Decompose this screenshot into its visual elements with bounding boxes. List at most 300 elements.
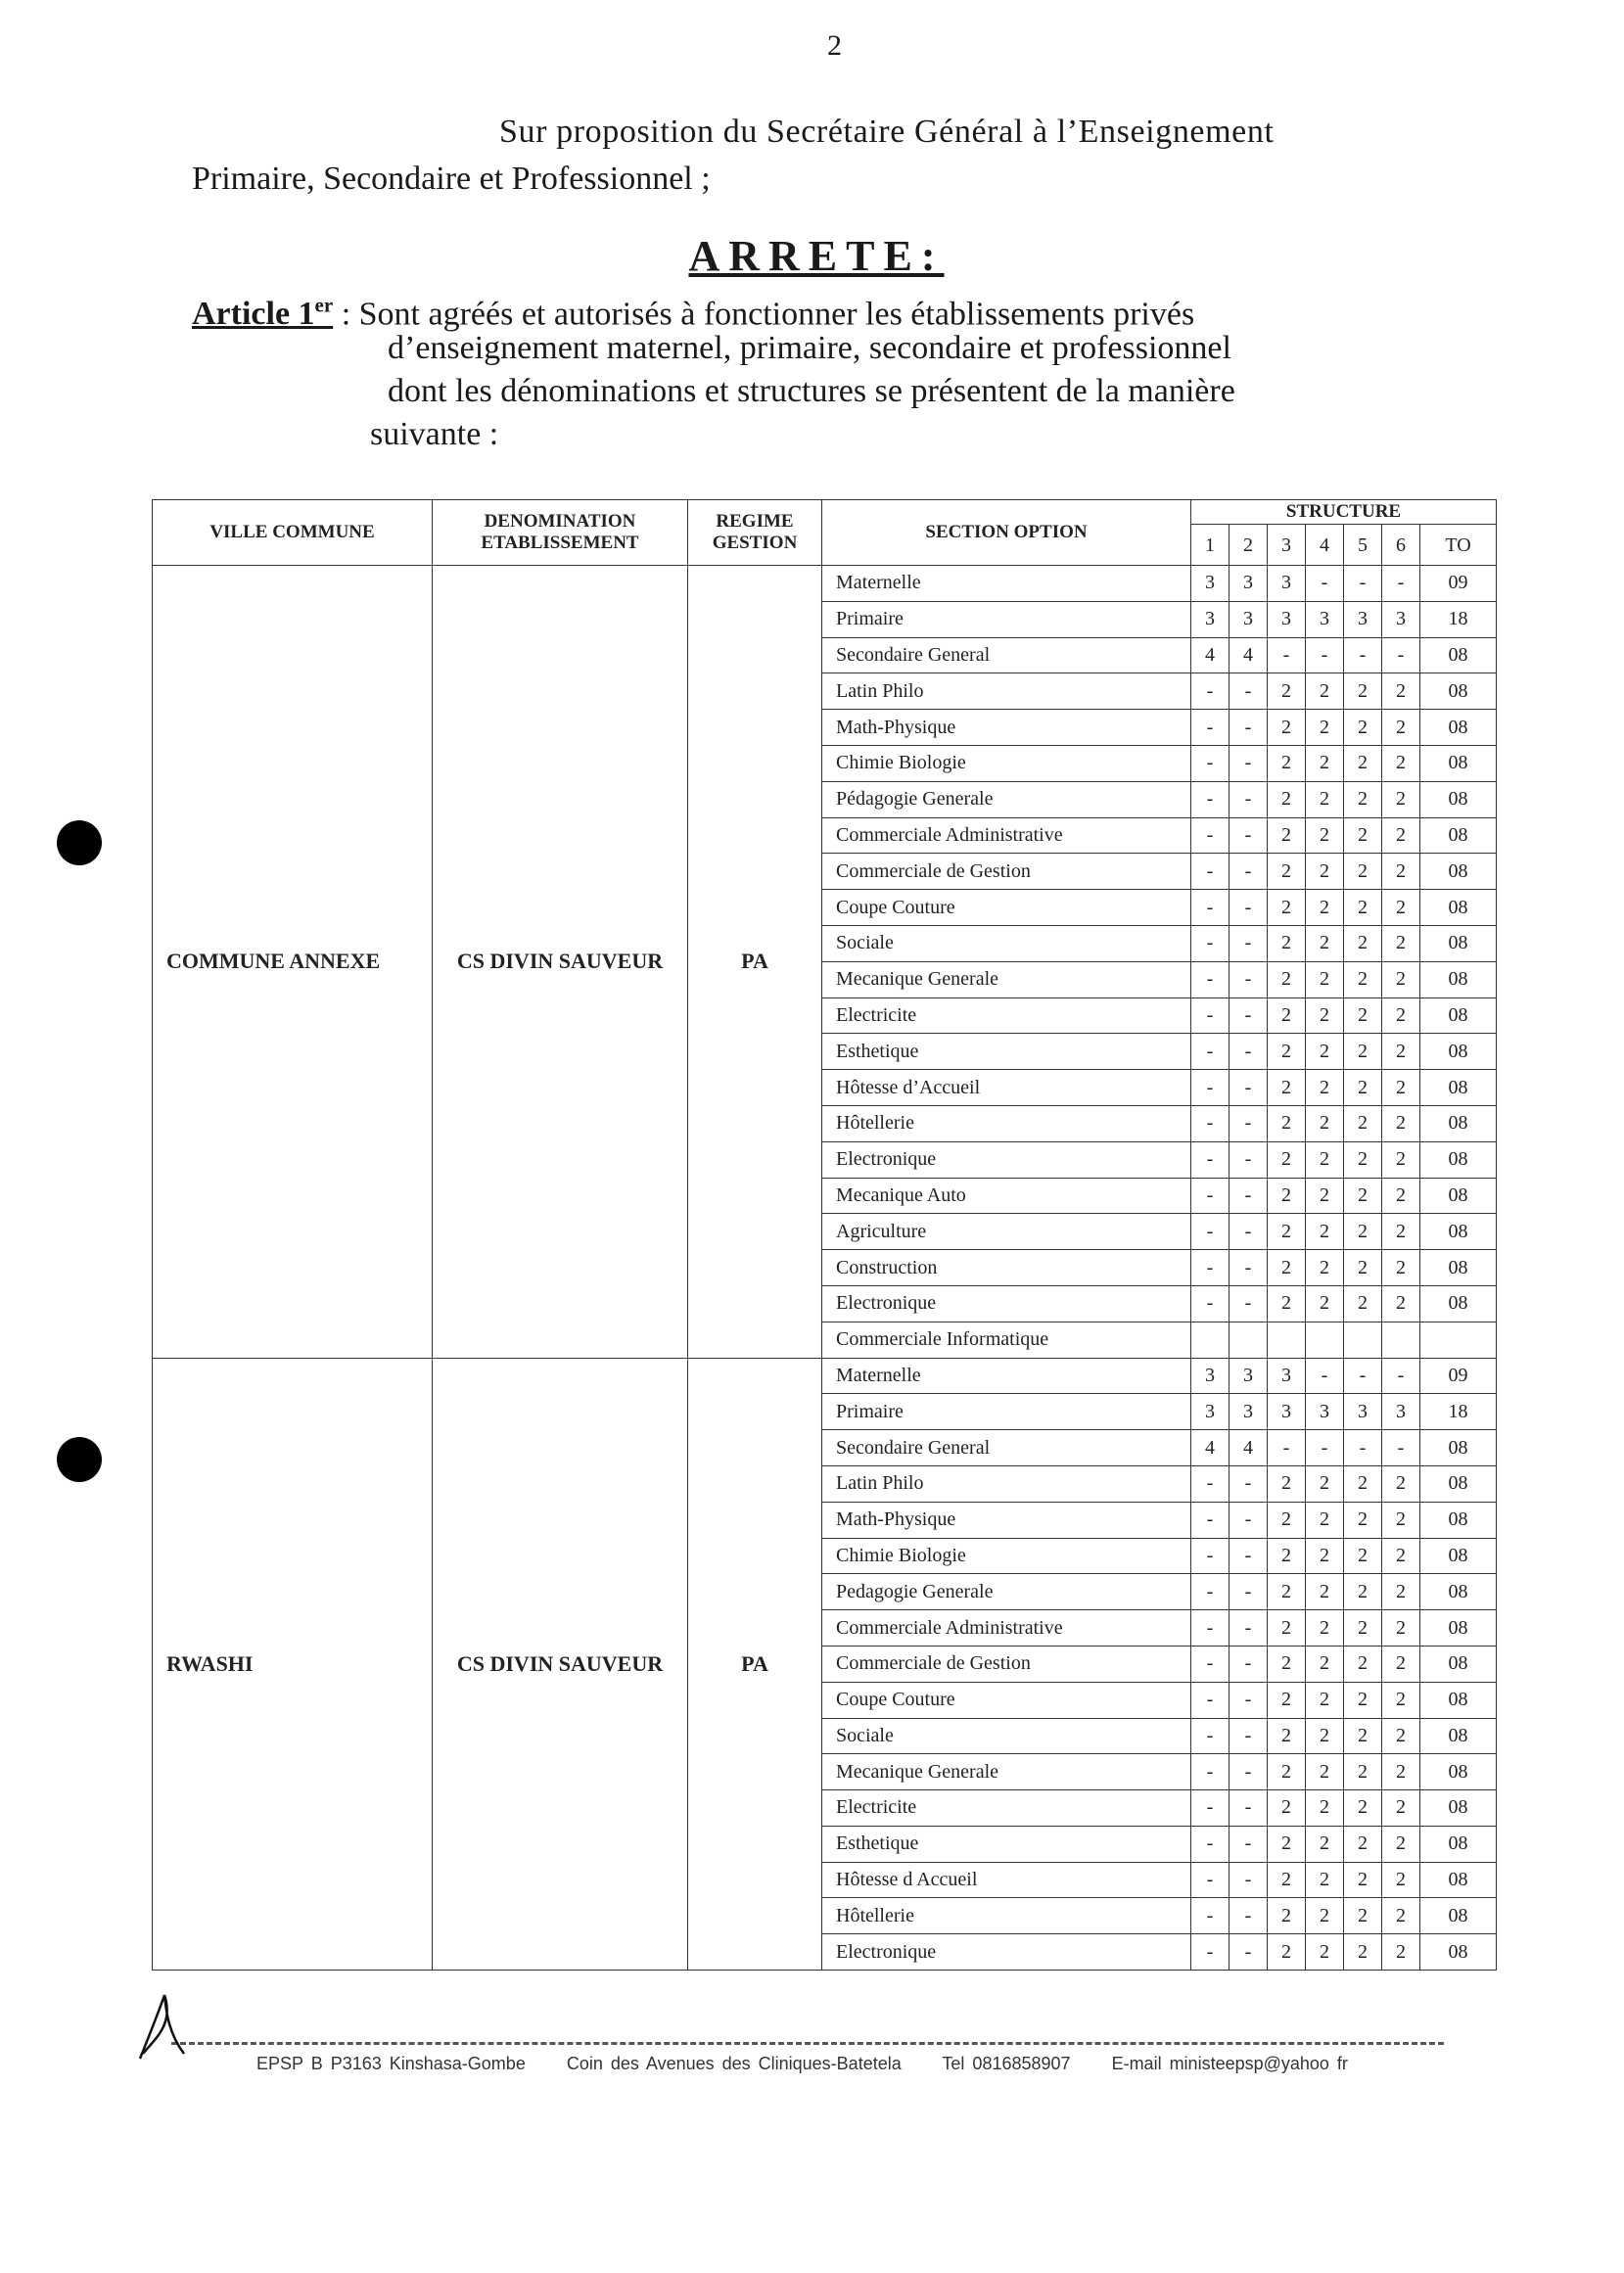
- structure-value-cell: 2: [1382, 1465, 1420, 1502]
- structure-value-cell: -: [1191, 1862, 1230, 1898]
- structure-value-cell: 2: [1306, 1105, 1344, 1141]
- structure-value-cell: -: [1306, 1358, 1344, 1394]
- structure-value-cell: 2: [1344, 925, 1382, 961]
- structure-value-cell: 2: [1268, 1610, 1306, 1647]
- article-line-4: suivante :: [370, 416, 499, 452]
- structure-value-cell: -: [1230, 1646, 1268, 1682]
- structure-value-cell: 3: [1191, 566, 1230, 602]
- structure-value-cell: 2: [1382, 1790, 1420, 1827]
- structure-value-cell: 2: [1268, 961, 1306, 997]
- section-option-cell: Pédagogie Generale: [822, 781, 1191, 817]
- structure-value-cell: 2: [1268, 1574, 1306, 1610]
- section-option-cell: Electronique: [822, 1141, 1191, 1178]
- structure-value-cell: -: [1191, 890, 1230, 926]
- structure-value-cell: -: [1191, 1214, 1230, 1250]
- structure-value-cell: -: [1230, 745, 1268, 781]
- structure-value-cell: 2: [1344, 710, 1382, 746]
- structure-value-cell: -: [1191, 1502, 1230, 1538]
- regime-cell: PA: [688, 1358, 822, 1971]
- structure-value-cell: 08: [1420, 1574, 1497, 1610]
- section-option-cell: Secondaire General: [822, 1430, 1191, 1466]
- structure-value-cell: -: [1191, 1790, 1230, 1827]
- structure-value-cell: 08: [1420, 997, 1497, 1034]
- header-col: 6: [1382, 525, 1420, 566]
- structure-value-cell: 2: [1306, 710, 1344, 746]
- structure-value-cell: -: [1191, 1178, 1230, 1214]
- structure-value-cell: 2: [1306, 925, 1344, 961]
- structure-value-cell: 08: [1420, 1430, 1497, 1466]
- structure-value-cell: 3: [1344, 1394, 1382, 1430]
- section-option-cell: Mecanique Auto: [822, 1178, 1191, 1214]
- section-option-cell: Maternelle: [822, 566, 1191, 602]
- structure-value-cell: -: [1230, 1574, 1268, 1610]
- structure-value-cell: 2: [1382, 1574, 1420, 1610]
- header-col: TO: [1420, 525, 1497, 566]
- structure-value-cell: [1268, 1322, 1306, 1358]
- structure-value-cell: -: [1191, 1754, 1230, 1790]
- structure-value-cell: 08: [1420, 1790, 1497, 1827]
- structure-value-cell: 2: [1306, 1646, 1344, 1682]
- structure-value-cell: 2: [1344, 1178, 1382, 1214]
- structure-value-cell: 2: [1382, 1105, 1420, 1141]
- structure-value-cell: 2: [1306, 1682, 1344, 1718]
- structure-value-cell: 2: [1382, 1610, 1420, 1647]
- structure-value-cell: 2: [1382, 817, 1420, 854]
- structure-value-cell: 08: [1420, 1141, 1497, 1178]
- structure-value-cell: -: [1191, 1574, 1230, 1610]
- structure-value-cell: -: [1306, 637, 1344, 673]
- structure-value-cell: 2: [1344, 1682, 1382, 1718]
- structure-value-cell: -: [1191, 961, 1230, 997]
- structure-value-cell: 2: [1306, 1178, 1344, 1214]
- structure-value-cell: 08: [1420, 1682, 1497, 1718]
- structure-value-cell: -: [1191, 817, 1230, 854]
- structure-value-cell: 08: [1420, 1034, 1497, 1070]
- structure-value-cell: -: [1191, 745, 1230, 781]
- structure-value-cell: 3: [1230, 566, 1268, 602]
- structure-value-cell: -: [1230, 1934, 1268, 1971]
- structure-value-cell: -: [1230, 781, 1268, 817]
- structure-value-cell: -: [1230, 1070, 1268, 1106]
- structure-value-cell: 2: [1306, 781, 1344, 817]
- structure-value-cell: 2: [1344, 817, 1382, 854]
- structure-value-cell: 2: [1268, 781, 1306, 817]
- section-option-cell: Pedagogie Generale: [822, 1574, 1191, 1610]
- structure-value-cell: 2: [1268, 1862, 1306, 1898]
- structure-value-cell: 2: [1382, 1250, 1420, 1286]
- structure-value-cell: 2: [1382, 1646, 1420, 1682]
- section-option-cell: Hôtellerie: [822, 1105, 1191, 1141]
- structure-value-cell: 2: [1344, 997, 1382, 1034]
- section-option-cell: Commerciale Informatique: [822, 1322, 1191, 1358]
- structure-value-cell: -: [1268, 1430, 1306, 1466]
- structure-value-cell: -: [1191, 1034, 1230, 1070]
- structure-value-cell: 08: [1420, 1934, 1497, 1971]
- structure-value-cell: 3: [1230, 601, 1268, 637]
- structure-value-cell: 2: [1268, 1718, 1306, 1754]
- structure-value-cell: 2: [1344, 1502, 1382, 1538]
- structure-value-cell: 2: [1306, 1214, 1344, 1250]
- structure-value-cell: 2: [1306, 745, 1344, 781]
- structure-value-cell: 2: [1382, 1141, 1420, 1178]
- section-option-cell: Electronique: [822, 1285, 1191, 1322]
- structure-value-cell: -: [1191, 710, 1230, 746]
- structure-value-cell: 08: [1420, 1898, 1497, 1934]
- structure-value-cell: 2: [1382, 1898, 1420, 1934]
- structure-value-cell: 2: [1382, 890, 1420, 926]
- structure-value-cell: 2: [1382, 1682, 1420, 1718]
- header-col: 1: [1191, 525, 1230, 566]
- structure-value-cell: 08: [1420, 745, 1497, 781]
- structure-value-cell: -: [1191, 925, 1230, 961]
- structure-value-cell: -: [1230, 1285, 1268, 1322]
- header-ville: VILLE COMMUNE: [153, 500, 433, 566]
- structure-value-cell: 2: [1268, 817, 1306, 854]
- structure-value-cell: 2: [1306, 854, 1344, 890]
- structure-value-cell: 2: [1268, 1034, 1306, 1070]
- section-option-cell: Hôtesse d Accueil: [822, 1862, 1191, 1898]
- structure-value-cell: 2: [1382, 1538, 1420, 1574]
- structure-value-cell: 2: [1344, 961, 1382, 997]
- structure-value-cell: 3: [1268, 1358, 1306, 1394]
- structure-value-cell: 2: [1306, 1034, 1344, 1070]
- structure-value-cell: 2: [1268, 1754, 1306, 1790]
- structure-value-cell: 2: [1344, 1862, 1382, 1898]
- structure-value-cell: -: [1230, 1178, 1268, 1214]
- structure-value-cell: 08: [1420, 781, 1497, 817]
- ville-cell: COMMUNE ANNEXE: [153, 566, 433, 1359]
- structure-value-cell: -: [1230, 890, 1268, 926]
- structure-value-cell: 2: [1306, 961, 1344, 997]
- structure-value-cell: 3: [1382, 1394, 1420, 1430]
- structure-value-cell: 4: [1230, 1430, 1268, 1466]
- denomination-cell: CS DIVIN SAUVEUR: [433, 1358, 688, 1971]
- structure-value-cell: 2: [1306, 1898, 1344, 1934]
- structure-value-cell: 2: [1344, 1250, 1382, 1286]
- structure-value-cell: 2: [1306, 1826, 1344, 1862]
- section-option-cell: Esthetique: [822, 1034, 1191, 1070]
- section-option-cell: Math-Physique: [822, 710, 1191, 746]
- structure-value-cell: 2: [1268, 1070, 1306, 1106]
- section-option-cell: Commerciale Administrative: [822, 817, 1191, 854]
- structure-value-cell: 2: [1382, 781, 1420, 817]
- structure-value-cell: -: [1191, 1070, 1230, 1106]
- structure-value-cell: 2: [1268, 710, 1306, 746]
- page-number: 2: [827, 29, 842, 62]
- structure-value-cell: 2: [1268, 1141, 1306, 1178]
- structure-value-cell: -: [1230, 1538, 1268, 1574]
- structure-value-cell: 2: [1306, 1538, 1344, 1574]
- structure-value-cell: 2: [1306, 817, 1344, 854]
- header-section: SECTION OPTION: [822, 500, 1191, 566]
- section-option-cell: Primaire: [822, 1394, 1191, 1430]
- header-col: 5: [1344, 525, 1382, 566]
- structure-value-cell: 2: [1344, 1465, 1382, 1502]
- structure-value-cell: 3: [1268, 601, 1306, 637]
- article-line-3: dont les dénominations et structures se présentent de la manière: [388, 373, 1235, 409]
- structure-value-cell: 2: [1268, 745, 1306, 781]
- structure-value-cell: 09: [1420, 566, 1497, 602]
- structure-value-cell: -: [1382, 637, 1420, 673]
- structure-value-cell: -: [1230, 854, 1268, 890]
- section-option-cell: Hôtellerie: [822, 1898, 1191, 1934]
- structure-value-cell: 2: [1344, 1141, 1382, 1178]
- structure-value-cell: -: [1191, 1646, 1230, 1682]
- structure-value-cell: 2: [1382, 997, 1420, 1034]
- structure-value-cell: -: [1191, 854, 1230, 890]
- structure-value-cell: 2: [1382, 1826, 1420, 1862]
- structure-value-cell: -: [1344, 566, 1382, 602]
- structure-value-cell: 08: [1420, 890, 1497, 926]
- structure-value-cell: 2: [1344, 1070, 1382, 1106]
- structure-value-cell: 2: [1268, 1538, 1306, 1574]
- structure-value-cell: 3: [1268, 566, 1306, 602]
- structure-value-cell: 2: [1382, 1502, 1420, 1538]
- intro-line-1: Sur proposition du Secrétaire Général à l’Enseignement: [499, 114, 1275, 150]
- ville-cell: RWASHI: [153, 1358, 433, 1971]
- section-option-cell: Electronique: [822, 1934, 1191, 1971]
- section-option-cell: Hôtesse d’Accueil: [822, 1070, 1191, 1106]
- header-col: 2: [1230, 525, 1268, 566]
- footer: [256, 2054, 1381, 2074]
- structure-value-cell: -: [1230, 1898, 1268, 1934]
- structure-value-cell: -: [1191, 1718, 1230, 1754]
- structure-value-cell: 2: [1306, 1285, 1344, 1322]
- header-regime: REGIME GESTION: [688, 500, 822, 566]
- structure-value-cell: 08: [1420, 637, 1497, 673]
- section-option-cell: Commerciale de Gestion: [822, 1646, 1191, 1682]
- structure-value-cell: 3: [1268, 1394, 1306, 1430]
- structure-value-cell: 08: [1420, 925, 1497, 961]
- structure-value-cell: 2: [1268, 1682, 1306, 1718]
- structure-value-cell: 2: [1306, 1465, 1344, 1502]
- structure-value-cell: 2: [1344, 1646, 1382, 1682]
- structure-value-cell: [1420, 1322, 1497, 1358]
- structure-value-cell: 3: [1306, 601, 1344, 637]
- footer-org: EPSP B P3163 Kinshasa-Gombe: [256, 2054, 526, 2073]
- structure-value-cell: 08: [1420, 1538, 1497, 1574]
- structure-value-cell: -: [1230, 1465, 1268, 1502]
- structure-value-cell: 08: [1420, 817, 1497, 854]
- section-option-cell: Commerciale Administrative: [822, 1610, 1191, 1647]
- structure-value-cell: -: [1230, 997, 1268, 1034]
- structure-value-cell: 3: [1230, 1394, 1268, 1430]
- structure-value-cell: 2: [1382, 673, 1420, 710]
- structure-value-cell: 08: [1420, 1465, 1497, 1502]
- structure-value-cell: -: [1191, 1682, 1230, 1718]
- structure-value-cell: 2: [1344, 1754, 1382, 1790]
- structure-value-cell: 2: [1382, 854, 1420, 890]
- structure-value-cell: -: [1344, 1430, 1382, 1466]
- structure-value-cell: 18: [1420, 1394, 1497, 1430]
- structure-value-cell: 2: [1382, 1214, 1420, 1250]
- structure-value-cell: 2: [1382, 710, 1420, 746]
- footer-email: E-mail ministeepsp@yahoo fr: [1111, 2054, 1348, 2073]
- section-option-cell: Latin Philo: [822, 1465, 1191, 1502]
- structure-value-cell: [1382, 1322, 1420, 1358]
- structure-value-cell: -: [1191, 1610, 1230, 1647]
- denomination-cell: CS DIVIN SAUVEUR: [433, 566, 688, 1359]
- structure-value-cell: 4: [1230, 637, 1268, 673]
- structure-value-cell: -: [1191, 673, 1230, 710]
- structure-value-cell: 2: [1382, 961, 1420, 997]
- structure-value-cell: -: [1230, 1682, 1268, 1718]
- structure-value-cell: 2: [1268, 925, 1306, 961]
- structure-value-cell: 2: [1268, 997, 1306, 1034]
- structure-value-cell: 2: [1268, 673, 1306, 710]
- structure-value-cell: 2: [1268, 1646, 1306, 1682]
- section-option-cell: Agriculture: [822, 1214, 1191, 1250]
- structure-value-cell: 2: [1382, 1862, 1420, 1898]
- structure-value-cell: 2: [1268, 1285, 1306, 1322]
- structure-value-cell: 08: [1420, 1070, 1497, 1106]
- structure-value-cell: -: [1344, 637, 1382, 673]
- structure-value-cell: 18: [1420, 601, 1497, 637]
- structure-value-cell: -: [1230, 1754, 1268, 1790]
- structure-value-cell: [1230, 1322, 1268, 1358]
- structure-value-cell: 2: [1306, 1718, 1344, 1754]
- section-option-cell: Chimie Biologie: [822, 745, 1191, 781]
- structure-value-cell: 2: [1268, 1105, 1306, 1141]
- section-option-cell: Secondaire General: [822, 637, 1191, 673]
- structure-value-cell: -: [1230, 817, 1268, 854]
- structure-value-cell: 4: [1191, 637, 1230, 673]
- section-option-cell: Mecanique Generale: [822, 1754, 1191, 1790]
- structure-value-cell: 2: [1306, 1070, 1344, 1106]
- structure-value-cell: 2: [1306, 1790, 1344, 1827]
- structure-value-cell: 2: [1268, 1826, 1306, 1862]
- punch-hole-dot-icon: [57, 820, 102, 865]
- structure-value-cell: 2: [1306, 1574, 1344, 1610]
- structure-value-cell: 2: [1382, 1754, 1420, 1790]
- structure-value-cell: -: [1191, 997, 1230, 1034]
- structure-value-cell: -: [1382, 1430, 1420, 1466]
- structure-value-cell: -: [1230, 925, 1268, 961]
- structure-value-cell: -: [1230, 1826, 1268, 1862]
- structure-value-cell: 08: [1420, 1754, 1497, 1790]
- structure-value-cell: 2: [1344, 745, 1382, 781]
- structure-value-cell: 2: [1306, 997, 1344, 1034]
- structure-value-cell: -: [1191, 1105, 1230, 1141]
- structure-value-cell: 2: [1344, 1826, 1382, 1862]
- structure-value-cell: 2: [1344, 1034, 1382, 1070]
- structure-value-cell: 2: [1268, 854, 1306, 890]
- structure-value-cell: -: [1230, 1214, 1268, 1250]
- signature-icon: [135, 1985, 204, 2064]
- structure-value-cell: [1191, 1322, 1230, 1358]
- structure-value-cell: 2: [1382, 1178, 1420, 1214]
- section-option-cell: Sociale: [822, 1718, 1191, 1754]
- structure-value-cell: -: [1230, 1790, 1268, 1827]
- structure-value-cell: -: [1191, 1250, 1230, 1286]
- section-option-cell: Esthetique: [822, 1826, 1191, 1862]
- section-option-cell: Coupe Couture: [822, 890, 1191, 926]
- structure-value-cell: 2: [1344, 1574, 1382, 1610]
- structure-value-cell: 08: [1420, 1610, 1497, 1647]
- structure-value-cell: 4: [1191, 1430, 1230, 1466]
- structure-value-cell: 2: [1344, 1538, 1382, 1574]
- structure-value-cell: -: [1268, 637, 1306, 673]
- structure-value-cell: -: [1306, 1430, 1344, 1466]
- structure-value-cell: 3: [1344, 601, 1382, 637]
- structure-value-cell: 3: [1230, 1358, 1268, 1394]
- header-denomination: DENOMINATION ETABLISSEMENT: [433, 500, 688, 566]
- structure-value-cell: 2: [1382, 1934, 1420, 1971]
- table-body: [153, 566, 1497, 1971]
- structure-value-cell: 2: [1344, 890, 1382, 926]
- structure-value-cell: 2: [1306, 1250, 1344, 1286]
- structure-value-cell: -: [1191, 1538, 1230, 1574]
- structure-value-cell: -: [1230, 1141, 1268, 1178]
- structure-value-cell: 2: [1268, 1465, 1306, 1502]
- structure-value-cell: -: [1191, 1465, 1230, 1502]
- structure-value-cell: 2: [1268, 1178, 1306, 1214]
- header-col: 4: [1306, 525, 1344, 566]
- structure-value-cell: 08: [1420, 961, 1497, 997]
- structure-value-cell: 2: [1344, 1934, 1382, 1971]
- structure-value-cell: 2: [1344, 1718, 1382, 1754]
- structure-value-cell: 2: [1344, 1790, 1382, 1827]
- structure-value-cell: 2: [1306, 1934, 1344, 1971]
- structure-value-cell: 3: [1191, 601, 1230, 637]
- structure-value-cell: -: [1306, 566, 1344, 602]
- structure-value-cell: 08: [1420, 1646, 1497, 1682]
- structure-value-cell: 2: [1306, 1502, 1344, 1538]
- structure-value-cell: 2: [1268, 1214, 1306, 1250]
- structure-value-cell: 2: [1268, 1790, 1306, 1827]
- section-option-cell: Sociale: [822, 925, 1191, 961]
- structure-value-cell: 2: [1344, 1610, 1382, 1647]
- structure-value-cell: -: [1191, 1898, 1230, 1934]
- structure-value-cell: 08: [1420, 1250, 1497, 1286]
- footer-divider: [171, 2042, 1444, 2045]
- structure-value-cell: 08: [1420, 1105, 1497, 1141]
- structure-value-cell: 08: [1420, 673, 1497, 710]
- structure-value-cell: -: [1191, 1826, 1230, 1862]
- structure-value-cell: 2: [1344, 1898, 1382, 1934]
- structure-value-cell: -: [1230, 1862, 1268, 1898]
- structure-value-cell: 2: [1306, 1610, 1344, 1647]
- structure-value-cell: -: [1230, 1105, 1268, 1141]
- article-line-1: : Sont agréés et autorisés à fonctionner les établissements privés: [333, 296, 1195, 333]
- structure-value-cell: 2: [1382, 925, 1420, 961]
- structure-value-cell: 2: [1306, 1862, 1344, 1898]
- structure-value-cell: 3: [1191, 1394, 1230, 1430]
- structure-value-cell: [1306, 1322, 1344, 1358]
- structure-value-cell: 2: [1382, 745, 1420, 781]
- structure-value-cell: 2: [1344, 781, 1382, 817]
- structure-value-cell: 2: [1344, 1214, 1382, 1250]
- structure-value-cell: 2: [1306, 673, 1344, 710]
- structure-value-cell: 2: [1306, 890, 1344, 926]
- structure-value-cell: -: [1230, 1250, 1268, 1286]
- regime-cell: PA: [688, 566, 822, 1359]
- structure-value-cell: [1344, 1322, 1382, 1358]
- structure-value-cell: 2: [1344, 1105, 1382, 1141]
- structure-value-cell: -: [1382, 566, 1420, 602]
- table-row: [153, 566, 1497, 602]
- structure-value-cell: 08: [1420, 1862, 1497, 1898]
- structure-value-cell: 2: [1268, 1898, 1306, 1934]
- section-option-cell: Latin Philo: [822, 673, 1191, 710]
- structure-value-cell: 08: [1420, 1502, 1497, 1538]
- structure-value-cell: -: [1230, 1034, 1268, 1070]
- structure-value-cell: -: [1230, 1610, 1268, 1647]
- structure-value-cell: 2: [1344, 854, 1382, 890]
- structure-value-cell: 08: [1420, 1285, 1497, 1322]
- structure-value-cell: 2: [1344, 673, 1382, 710]
- structure-value-cell: -: [1191, 1141, 1230, 1178]
